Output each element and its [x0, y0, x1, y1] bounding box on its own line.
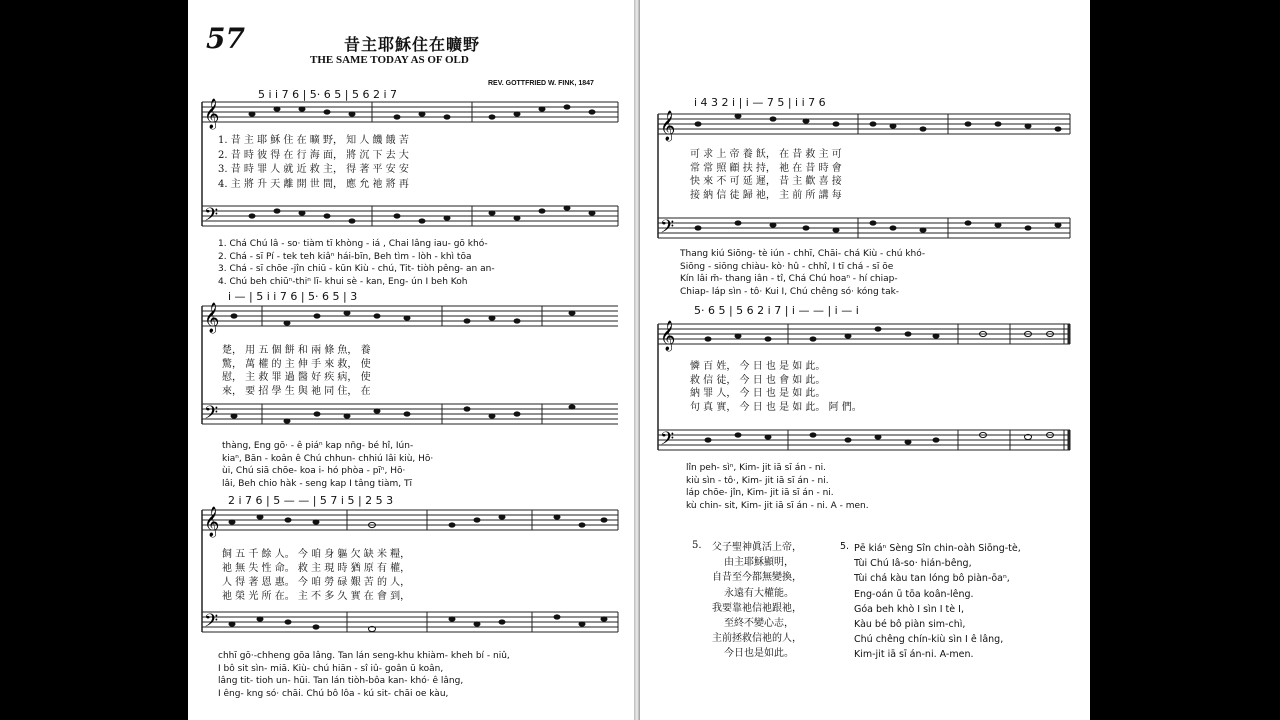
svg-text:𝄢: 𝄢: [204, 205, 219, 230]
lyrics-chinese-block: [222, 344, 371, 398]
lyric-line: 常 常 照 顧 扶 持， 祂 在 昔 時 會: [690, 162, 842, 174]
lyrics-chinese-block: [690, 360, 862, 414]
numbered-notation-line: 2 i 7 6 | 5 — — | 5 7 i 5 | 2 5 3: [228, 494, 394, 507]
verse-line: Tùi Chú Iâ-so· hián-bêng,: [854, 558, 972, 570]
verse-line: 父子聖神眞活上帝，: [712, 542, 802, 553]
lyric-line: 楚， 用 五 個 餅 和 兩 條 魚， 養: [222, 345, 371, 356]
lyric-line: 4. Chú beh chiūⁿ-thiⁿ lī- khui sè - kan, Eng- ún I beh Koh: [218, 276, 468, 287]
svg-text:𝄢: 𝄢: [204, 611, 219, 636]
verse-line: Kàu bé bô piàn sim-chì,: [854, 619, 966, 631]
svg-text:𝄞: 𝄞: [204, 507, 220, 537]
lyrics-chinese-block: [690, 148, 842, 202]
lyric-line: 慰， 主 救 罪 過 醫 好 疾 病， 使: [222, 372, 371, 383]
lyric-line: I êng- kng só· chāi. Chú bô lôa - kú sit- chāi oe kàu,: [218, 688, 449, 699]
lyric-line: Thang kiú Siōng- tè iún - chhī, Chāi- chá Kiù - chú khó-: [680, 249, 926, 259]
lyric-line: 1. 昔 主 耶 穌 住 在 曠 野， 知 人 饑 餓 苦: [218, 135, 409, 146]
lyric-line: 人 得 著 恩 惠。 今 咱 勞 碌 艱 苦 的 人，: [222, 577, 411, 588]
lyrics-romanized-block: [218, 650, 510, 700]
lyric-line: 接 納 信 徒 歸 祂， 主 前 所 講 每: [690, 189, 842, 201]
verse-line: 永遠有大權能。: [724, 587, 794, 599]
verse-line: 今日也是如此。: [724, 648, 794, 660]
lyrics-chinese-block: [218, 134, 409, 192]
lyrics-romanized-block: [686, 462, 869, 512]
hymn-number: 57: [206, 22, 245, 55]
lyric-line: kiaⁿ, Bān - koân ê Chú chhun- chhiú lâi kiù, Hō·: [222, 453, 434, 464]
lyric-line: 憐 百 姓， 今 日 也 是 如 此。: [690, 361, 826, 372]
composer-credit: REV. GOTTFRIED W. FINK, 1847: [488, 80, 594, 87]
svg-text:𝄞: 𝄞: [660, 111, 676, 141]
lyric-line: 祂 榮 光 所 在。 主 不 多 久 實 在 會 到，: [222, 591, 411, 602]
lyric-line: láp chōe- jîn, Kim- jit iā sī án - ni.: [686, 488, 834, 498]
numbered-notation-line: 5· 6 5 | 5 6 2 i 7 | i — — | i — i: [694, 304, 859, 317]
svg-text:𝄞: 𝄞: [204, 303, 220, 333]
svg-text:𝄞: 𝄞: [660, 321, 676, 351]
svg-text:𝄞: 𝄞: [204, 99, 220, 129]
lyric-line: 救 信 徒， 今 日 也 會 如 此。: [690, 374, 826, 386]
lyric-line: 3. Chá - sī chōe -jîn chiū - kūn Kiù - chú, Tit- tiòh pêng- an an-: [218, 264, 495, 274]
lyric-line: 納 罪 人， 今 日 也 是 如 此。: [690, 388, 826, 399]
verse-5-label-chinese: 5.: [692, 540, 702, 551]
verse-line: Eng-oán ū tōa koân-lêng.: [854, 588, 974, 600]
svg-text:𝄢: 𝄢: [660, 217, 675, 242]
verse-5-romanized: [854, 541, 1021, 663]
verse-line: 我要靠祂信祂跟祂，: [712, 602, 802, 614]
verse-line: Tùi chá kàu tan lóng bô piàn-ōaⁿ,: [854, 573, 1010, 585]
svg-text:𝄢: 𝄢: [204, 403, 219, 428]
lyric-line: Kín lâi m̄- thang iân - tî, Chá Chú hoaⁿ - hí chiap-: [680, 274, 898, 284]
lyric-line: ùi, Chú siā chōe- koa i- hó phòa - pīⁿ, Hō·: [222, 466, 406, 476]
hymn-title-english: THE SAME TODAY AS OF OLD: [310, 54, 469, 66]
verse-line: Góa beh khò I sìn I tè I,: [854, 603, 964, 615]
lyric-line: 快 來 不 可 延 遲， 昔 主 歡 喜 接: [690, 176, 842, 187]
lyrics-romanized-block: [218, 238, 495, 288]
lyric-line: 1. Chá Chú lâ - so· tiàm tī khòng - iá , Chai lâng iau- gō khó-: [218, 239, 488, 249]
lyric-line: chhī gō·-chheng gōa lâng. Tan lán seng-khu khiàm- kheh bí - niû,: [218, 651, 510, 661]
lyric-line: 祂 無 失 性 命。 救 主 現 時 猶 原 有 權，: [222, 563, 411, 574]
lyric-line: lîn peh- sìⁿ, Kim- jit iā sī án - ni.: [686, 463, 826, 473]
lyric-line: 2. 昔 時 彼 得 在 行 海 面， 將 沉 下 去 大: [218, 149, 409, 161]
verse-line: Chú chêng chín-kiù sìn I ê lâng,: [854, 634, 1004, 646]
verse-line: 主前拯救信祂的人，: [712, 633, 802, 645]
lyric-line: kiù sìn - tô·, Kim- jit iā sī án - ni.: [686, 475, 829, 486]
lyrics-chinese-block: [222, 548, 410, 604]
lyrics-romanized-block: [222, 440, 433, 490]
right-page: [640, 0, 1090, 720]
verse-line: 自昔至今都無變換，: [712, 572, 802, 584]
verse-5-chinese: [712, 540, 802, 662]
lyric-line: kù chin- sit, Kim- jit iā sī án - ni. A - men.: [686, 500, 869, 511]
verse-line: Kim-jit iā sī án-ni. A-men.: [854, 649, 974, 661]
lyric-line: I bô sit sìn- miā. Kiù- chú hiān - sî iû- goân ū koân,: [218, 663, 444, 674]
lyric-line: lâng tit- tioh un- hūi. Tan lán tiòh-bôa kan- khó· ê lâng,: [218, 676, 464, 686]
lyric-line: lâi, Beh chio hàk - seng kap I tâng tiàm, Tī: [222, 478, 412, 489]
lyric-line: 飼 五 千 餘 人。 今 咱 身 軀 欠 缺 米 糧，: [222, 549, 411, 560]
numbered-notation-line: i — | 5 i i 7 6 | 5· 6 5 | 3: [228, 290, 358, 303]
numbered-notation-line: 5 i i 7 6 | 5· 6 5 | 5 6 2 i 7: [258, 88, 398, 101]
lyric-line: 可 求 上 帝 養 飫， 在 昔 救 主 可: [690, 149, 842, 160]
lyric-line: 句 真 實， 今 日 也 是 如 此。 阿 們。: [690, 401, 862, 413]
lyric-line: 來， 要 招 學 生 與 祂 同 住， 在: [222, 385, 371, 397]
lyric-line: Chiap- láp sìn - tô· Kui I, Chú chêng só· kóng tak-: [680, 286, 900, 297]
lyric-line: 3. 昔 時 罪 人 就 近 救 主， 得 著 平 安 安: [218, 164, 409, 175]
lyric-line: 4. 主 將 升 天 離 開 世 間， 應 允 祂 將 再: [218, 178, 409, 190]
lyric-line: Siōng - siōng chiàu- kò· hû - chhî, I tī chá - sī ōe: [680, 261, 894, 272]
lyric-line: 驚， 萬 權 的 主 伸 手 來 救， 使: [222, 358, 371, 370]
left-page: [188, 0, 634, 720]
numbered-notation-line: i 4 3 2 i | i — 7 5 | i i 7 6: [694, 96, 826, 109]
verse-line: 至終不變心志，: [724, 618, 794, 630]
verse-line: 由主耶穌顯明，: [724, 557, 794, 569]
svg-text:𝄢: 𝄢: [660, 429, 675, 454]
lyric-line: 2. Chá - sī Pí - tek teh kiâⁿ hái-bīn, Beh tìm - lòh - khì tōa: [218, 251, 472, 262]
hymn-title-chinese: 昔主耶穌住在曠野: [344, 35, 481, 54]
lyric-line: thàng, Eng gō· - ê piáⁿ kap nn̄g- bé hî, Iún-: [222, 441, 414, 451]
verse-line: Pē kiáⁿ Sèng Sîn chin-oàh Siōng-tè,: [854, 543, 1021, 554]
verse-5-label-romanized: 5.: [840, 541, 850, 552]
lyrics-romanized-block: [680, 248, 925, 298]
